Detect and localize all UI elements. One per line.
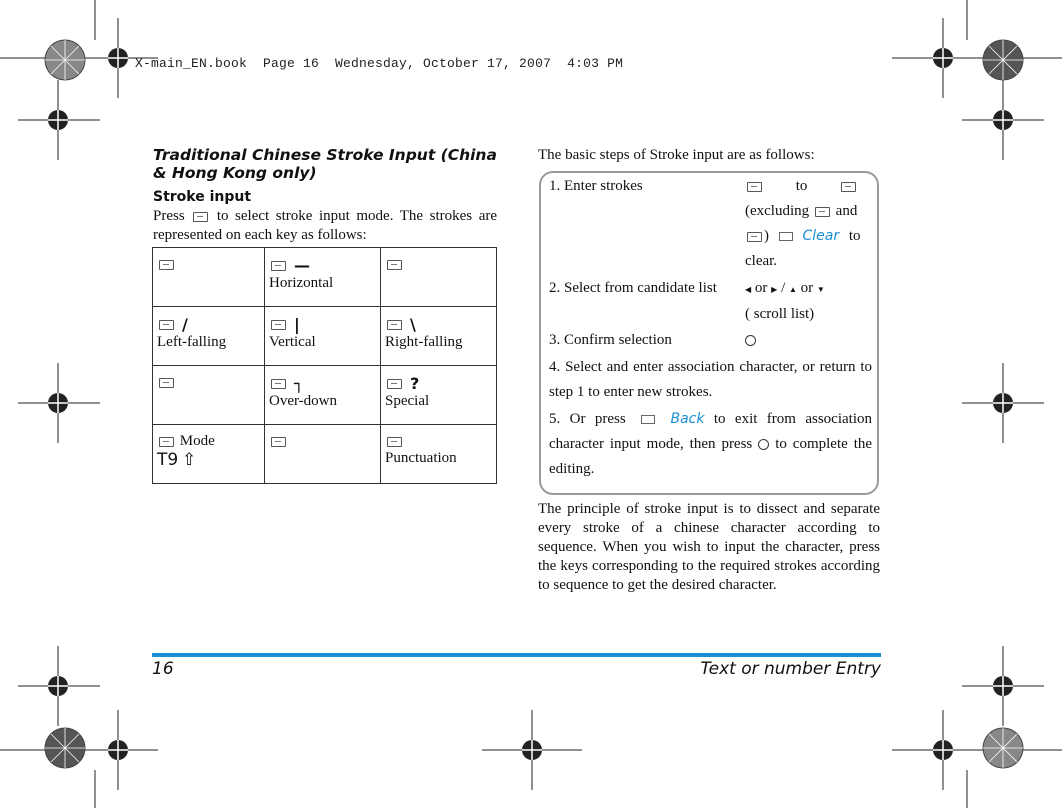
t9-label: T9 <box>157 450 179 470</box>
star-key-icon <box>193 212 208 222</box>
or-word: or <box>754 280 768 296</box>
key-1-icon <box>159 260 174 270</box>
left-arrow-icon: ◀ <box>745 285 752 294</box>
table-cell <box>153 248 265 307</box>
key-8-icon <box>271 379 286 389</box>
ok-key-icon <box>758 439 769 450</box>
stroke-name: Vertical <box>269 334 316 350</box>
table-cell <box>265 307 381 366</box>
stroke-name: Left-falling <box>157 334 227 350</box>
table-row <box>153 366 497 425</box>
table-cell <box>381 248 497 307</box>
softkey-icon <box>641 415 655 424</box>
key-7-icon <box>159 378 174 388</box>
right-falling-stroke-icon: \ <box>410 315 416 334</box>
stroke-name: Special <box>385 393 430 409</box>
key-9-icon <box>841 182 856 192</box>
stroke-name: Over-down <box>269 393 338 409</box>
step-5-c: to complete the editing. <box>549 436 873 477</box>
stroke-name: Right-falling <box>385 334 463 350</box>
footer-rule <box>152 653 881 657</box>
key-9-icon <box>387 379 402 389</box>
step-2-label: 2. Select from candidate list <box>549 280 717 296</box>
section-title: Traditional Chinese Stroke Input (China & Hong Kong only) <box>153 146 497 182</box>
step-5-a: 5. Or press <box>549 411 626 427</box>
intro-after: to select stroke input mode. The strokes are represented on each key as follows: <box>153 208 498 243</box>
step-1-label: 1. Enter strokes <box>549 178 643 194</box>
stroke-key-table <box>152 247 497 484</box>
step-1-detail <box>745 174 872 274</box>
steps-intro: The basic steps of Stroke input are as follows: <box>538 147 815 163</box>
table-cell <box>265 366 381 425</box>
clear-label: Clear <box>802 228 840 244</box>
principle-paragraph: The principle of stroke input is to dissect and separate every stroke of a chinese character according to sequence. When you wish to input the character, press the keys corresponding to the required strokes according to sequence to get the desired character. <box>538 501 880 593</box>
table-cell <box>381 307 497 366</box>
key-3-icon <box>815 207 830 217</box>
slash: / <box>781 280 786 296</box>
key-5-icon <box>271 320 286 330</box>
horizontal-stroke-icon: — <box>294 256 310 275</box>
excluding-word: (excluding <box>745 203 810 219</box>
key-0-icon <box>271 437 286 447</box>
key-3-icon <box>387 260 402 270</box>
hash-key-icon <box>387 437 402 447</box>
clear-word: clear. <box>745 253 778 269</box>
table-cell <box>381 425 497 484</box>
stroke-name: Punctuation <box>385 450 457 466</box>
key-6-icon <box>387 320 402 330</box>
step-4-text: 4. Select and enter association character, or return to step 1 to enter new strokes. <box>549 359 872 400</box>
stroke-name: Horizontal <box>269 275 334 291</box>
ok-key-icon <box>745 335 756 346</box>
back-label: Back <box>670 411 705 427</box>
softkey-icon <box>779 232 793 241</box>
star-key-icon <box>159 437 174 447</box>
step-5-text <box>549 407 872 482</box>
shift-arrow-icon: ⇧ <box>181 450 197 470</box>
step-3-detail <box>745 328 756 353</box>
to-word: to <box>848 228 861 244</box>
table-cell <box>265 248 381 307</box>
subsection-title: Stroke input <box>153 189 252 205</box>
vertical-stroke-icon: | <box>294 315 300 334</box>
step-5-b: to exit from association character input mode, then press <box>549 411 872 452</box>
table-row <box>153 425 497 484</box>
over-down-stroke-icon: ┐ <box>294 374 304 393</box>
down-arrow-icon: ▼ <box>816 285 825 294</box>
chapter-title: Text or number Entry <box>700 659 881 679</box>
step-3-label: 3. Confirm selection <box>549 332 672 348</box>
intro-before: Press <box>153 208 185 224</box>
up-arrow-icon: ▲ <box>788 285 797 294</box>
and-word: and <box>835 203 858 219</box>
table-row <box>153 248 497 307</box>
left-falling-stroke-icon: / <box>182 315 188 334</box>
table-row <box>153 307 497 366</box>
key-2-icon <box>747 182 762 192</box>
table-cell <box>265 425 381 484</box>
intro-paragraph <box>153 207 497 245</box>
key-2-icon <box>271 261 286 271</box>
right-arrow-icon: ▶ <box>771 285 778 294</box>
table-cell <box>153 425 265 484</box>
special-stroke-icon: ? <box>410 374 420 393</box>
or-word: or <box>800 280 814 296</box>
table-cell <box>381 366 497 425</box>
print-header: X-main_EN.book Page 16 Wednesday, October 17, 2007 4:03 PM <box>135 56 624 71</box>
table-cell <box>153 366 265 425</box>
close-paren: ) <box>764 228 769 244</box>
scroll-note: ( scroll list) <box>745 306 815 322</box>
to-word: to <box>795 178 808 194</box>
mode-label: Mode <box>179 433 215 449</box>
key-4-icon <box>159 320 174 330</box>
step-2-detail <box>745 276 825 327</box>
table-cell <box>153 307 265 366</box>
page-number: 16 <box>152 659 174 679</box>
key-7-icon <box>747 232 762 242</box>
